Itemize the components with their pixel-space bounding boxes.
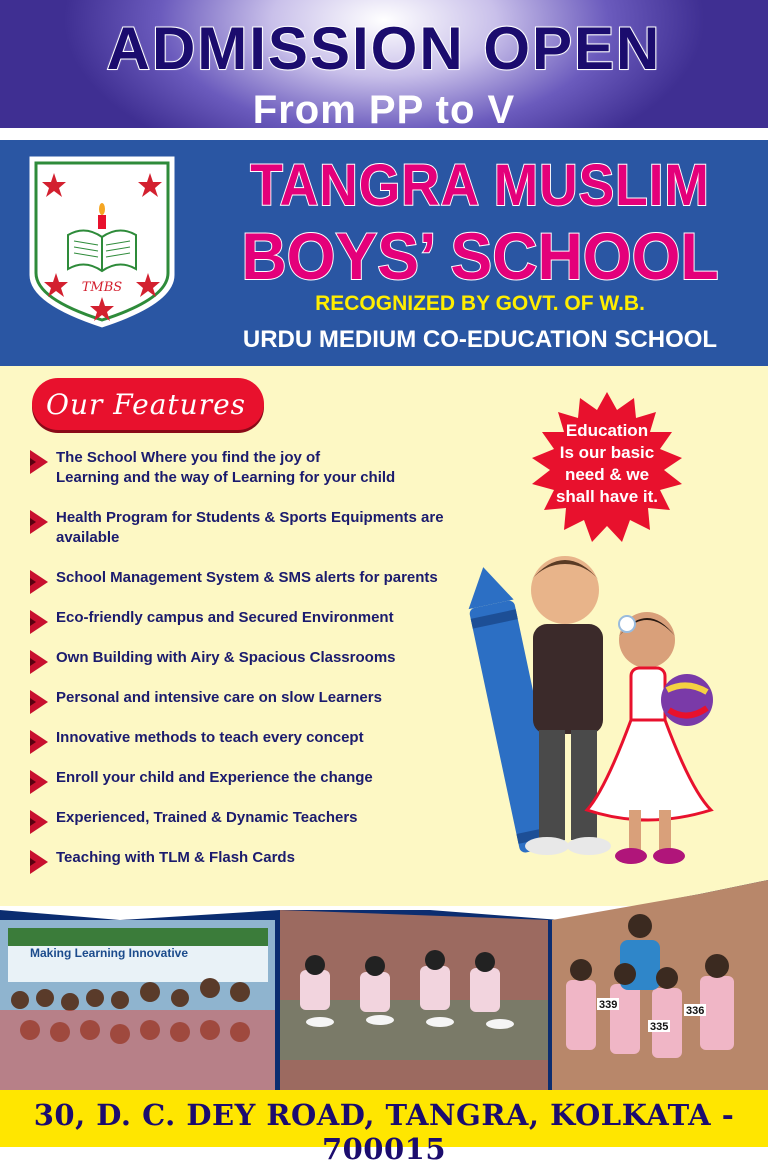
features-heading-pill (32, 378, 264, 430)
badge-line4: shall have it. (555, 487, 659, 506)
arrow-bullet-icon (30, 510, 48, 534)
school-name-line2: BOYS’ SCHOOL (241, 219, 719, 293)
admission-subtitle: From PP to V (252, 88, 516, 132)
student-number: 339 (599, 999, 618, 1011)
feature-item (30, 608, 500, 628)
feature-line1: Personal and intensive care on slow Learners (56, 689, 382, 706)
admission-title: ADMISSION OPEN (106, 15, 662, 82)
feature-item (30, 728, 500, 748)
students-photo (552, 880, 768, 1090)
feature-item (30, 848, 500, 868)
arrow-bullet-icon (30, 810, 48, 834)
feature-line2: available (56, 529, 120, 546)
boy-shirt (533, 624, 603, 734)
badge-line3: need & we (564, 465, 650, 484)
feature-item (30, 768, 500, 788)
boy-head (531, 556, 599, 624)
dining-photo (280, 910, 548, 1090)
features-heading: Our Features (46, 388, 247, 421)
children-illustration (455, 540, 735, 890)
feature-line1: Own Building with Airy & Spacious Classrooms (56, 649, 396, 666)
arrow-bullet-icon (30, 570, 48, 594)
feature-line1: Innovative methods to teach every concept (56, 729, 364, 746)
address-footer (0, 1090, 768, 1166)
arrow-bullet-icon (30, 730, 48, 754)
student-number: 336 (686, 1005, 705, 1017)
arrow-bullet-icon (30, 650, 48, 674)
photo-banner-text: Making Learning Innovative (30, 946, 189, 960)
feature-line2: Learning and the way of Learning for your child (56, 469, 396, 486)
feature-line1: The School Where you find the joy of (56, 449, 321, 466)
medium-text: URDU MEDIUM CO-EDUCATION SCHOOL (242, 326, 718, 353)
classroom-photo (0, 920, 275, 1090)
school-name-line1: TANGRA MUSLIM (250, 153, 710, 218)
feature-line1: Health Program for Students & Sports Equipments are (56, 509, 444, 526)
feature-item (30, 688, 500, 708)
feature-line1: Experienced, Trained & Dynamic Teachers (56, 809, 358, 826)
badge-text (532, 420, 682, 508)
feature-line1: Enroll your child and Experience the change (56, 769, 373, 786)
feature-item (30, 648, 500, 668)
recognition-text: RECOGNIZED BY GOVT. OF W.B. (315, 292, 645, 315)
feature-item (30, 808, 500, 828)
feature-item (30, 448, 500, 488)
badge-line2: Is our basic (559, 443, 655, 462)
badge-line1: Education (565, 421, 649, 440)
school-crest-logo (22, 145, 182, 333)
feature-item (30, 568, 500, 588)
crest-text: TMBS (81, 280, 123, 295)
arrow-bullet-icon (30, 850, 48, 874)
arrow-bullet-icon (30, 690, 48, 714)
arrow-bullet-icon (30, 770, 48, 794)
address-text: 30, D. C. DEY ROAD, TANGRA, KOLKATA - 700015 (33, 1098, 735, 1166)
feature-line1: Eco-friendly campus and Secured Environment (56, 609, 394, 626)
feature-line1: School Management System & SMS alerts for parents (56, 569, 438, 586)
feature-item (30, 508, 500, 548)
arrow-bullet-icon (30, 450, 48, 474)
student-number: 335 (650, 1021, 669, 1033)
arrow-bullet-icon (30, 610, 48, 634)
school-photos-collage (0, 880, 768, 1090)
feature-line1: Teaching with TLM & Flash Cards (56, 849, 295, 866)
